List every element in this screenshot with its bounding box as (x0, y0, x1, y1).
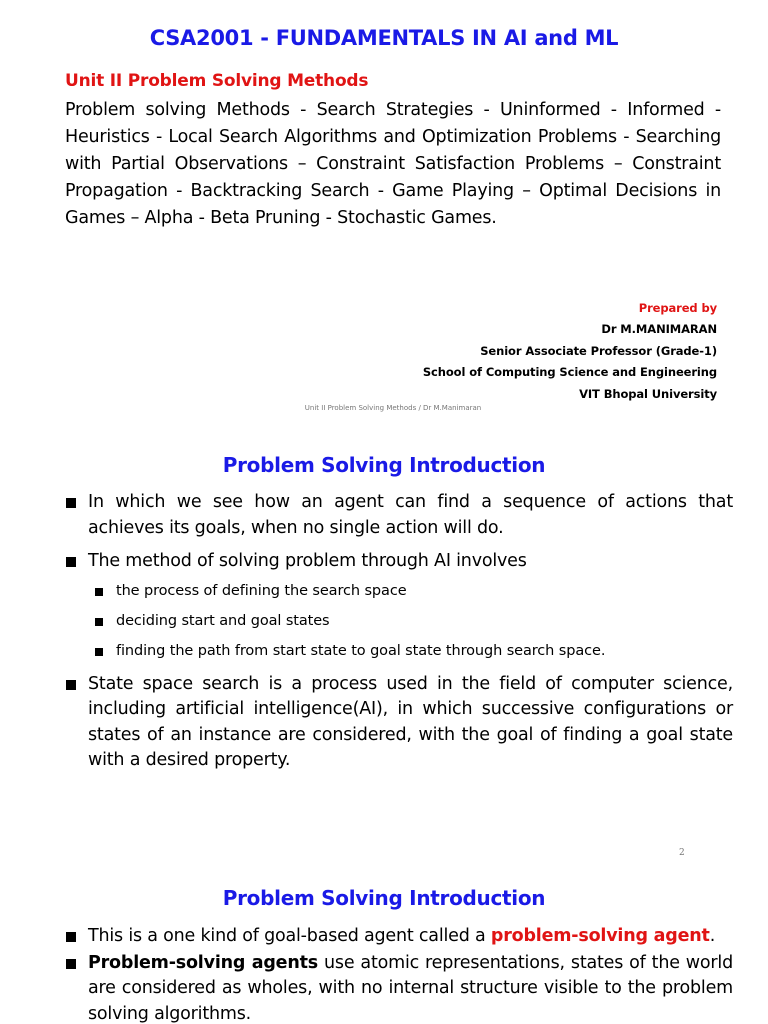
list-item (66, 549, 733, 575)
slide-footer: Unit II Problem Solving Methods / Dr M.Manimaran (304, 404, 482, 412)
bold-term: Problem-solving agents (88, 952, 318, 973)
sub-bullet-text: deciding start and goal states (116, 612, 330, 629)
bullet-square-icon (95, 648, 103, 656)
list-item (66, 672, 733, 774)
bullet-text: The method of solving problem through AI involves (88, 551, 527, 571)
list-item (66, 951, 733, 1024)
sub-list-item (66, 611, 733, 632)
course-title: CSA2001 - FUNDAMENTALS IN AI and ML (149, 26, 619, 50)
section-title: Problem Solving Introduction (222, 453, 546, 477)
bullet-list (66, 924, 733, 1024)
bullet-square-icon (66, 932, 76, 942)
author-university: VIT Bhopal University (579, 386, 717, 401)
section-title: Problem Solving Introduction (222, 886, 546, 910)
bullet-square-icon (66, 557, 76, 567)
sub-list-item (66, 641, 733, 662)
unit-syllabus-text: Problem solving Methods - Search Strategies - Uninformed - Informed - Heuristics - Local Search Algorithms and Optimization Problems - Searching with Partial Observations – Constraint Satisfaction Problems – Constraint Propagation - Backtracking Search - Game Playing – Optimal Decisions in Games – Alpha - Beta Pruning - Stochastic Games. (65, 100, 721, 228)
page-number: 2 (679, 848, 685, 858)
bullet-text: In which we see how an agent can find a sequence of actions that achieves its goals, when no single action will do. (88, 492, 733, 538)
list-item (66, 924, 733, 950)
bullet-text-end: . (709, 926, 716, 946)
author-name: Dr M.MANIMARAN (601, 322, 717, 337)
sub-bullet-text: the process of defining the search space (116, 582, 407, 599)
bullet-square-icon (95, 588, 103, 596)
unit-heading: Unit II Problem Solving Methods (65, 71, 369, 91)
author-block (423, 298, 717, 405)
author-school: School of Computing Science and Engineering (422, 365, 717, 380)
bullet-list (66, 490, 733, 782)
prepared-by-label: Prepared by (638, 301, 717, 315)
sub-bullet-text: finding the path from start state to goal state through search space. (116, 642, 606, 659)
bullet-square-icon (66, 680, 76, 690)
bullet-text: State space search is a process used in the field of computer science, including artificial intelligence(AI), in which successive configurations or states of an instance are considered, with the goal of finding a goal state with a desired property. (88, 673, 733, 770)
bullet-text: This is a one kind of goal-based agent called a (88, 926, 491, 946)
bullet-text: use atomic representations, states of the world are considered as wholes, with no internal structure visible to the problem solving algorithms. (88, 952, 733, 1024)
sub-list-item (66, 581, 733, 602)
bullet-square-icon (95, 618, 103, 626)
highlight-term: problem-solving agent (490, 926, 710, 946)
bullet-square-icon (66, 959, 76, 969)
author-title: Senior Associate Professor (Grade-1) (480, 343, 717, 358)
bullet-square-icon (66, 498, 76, 508)
list-item (66, 490, 733, 541)
